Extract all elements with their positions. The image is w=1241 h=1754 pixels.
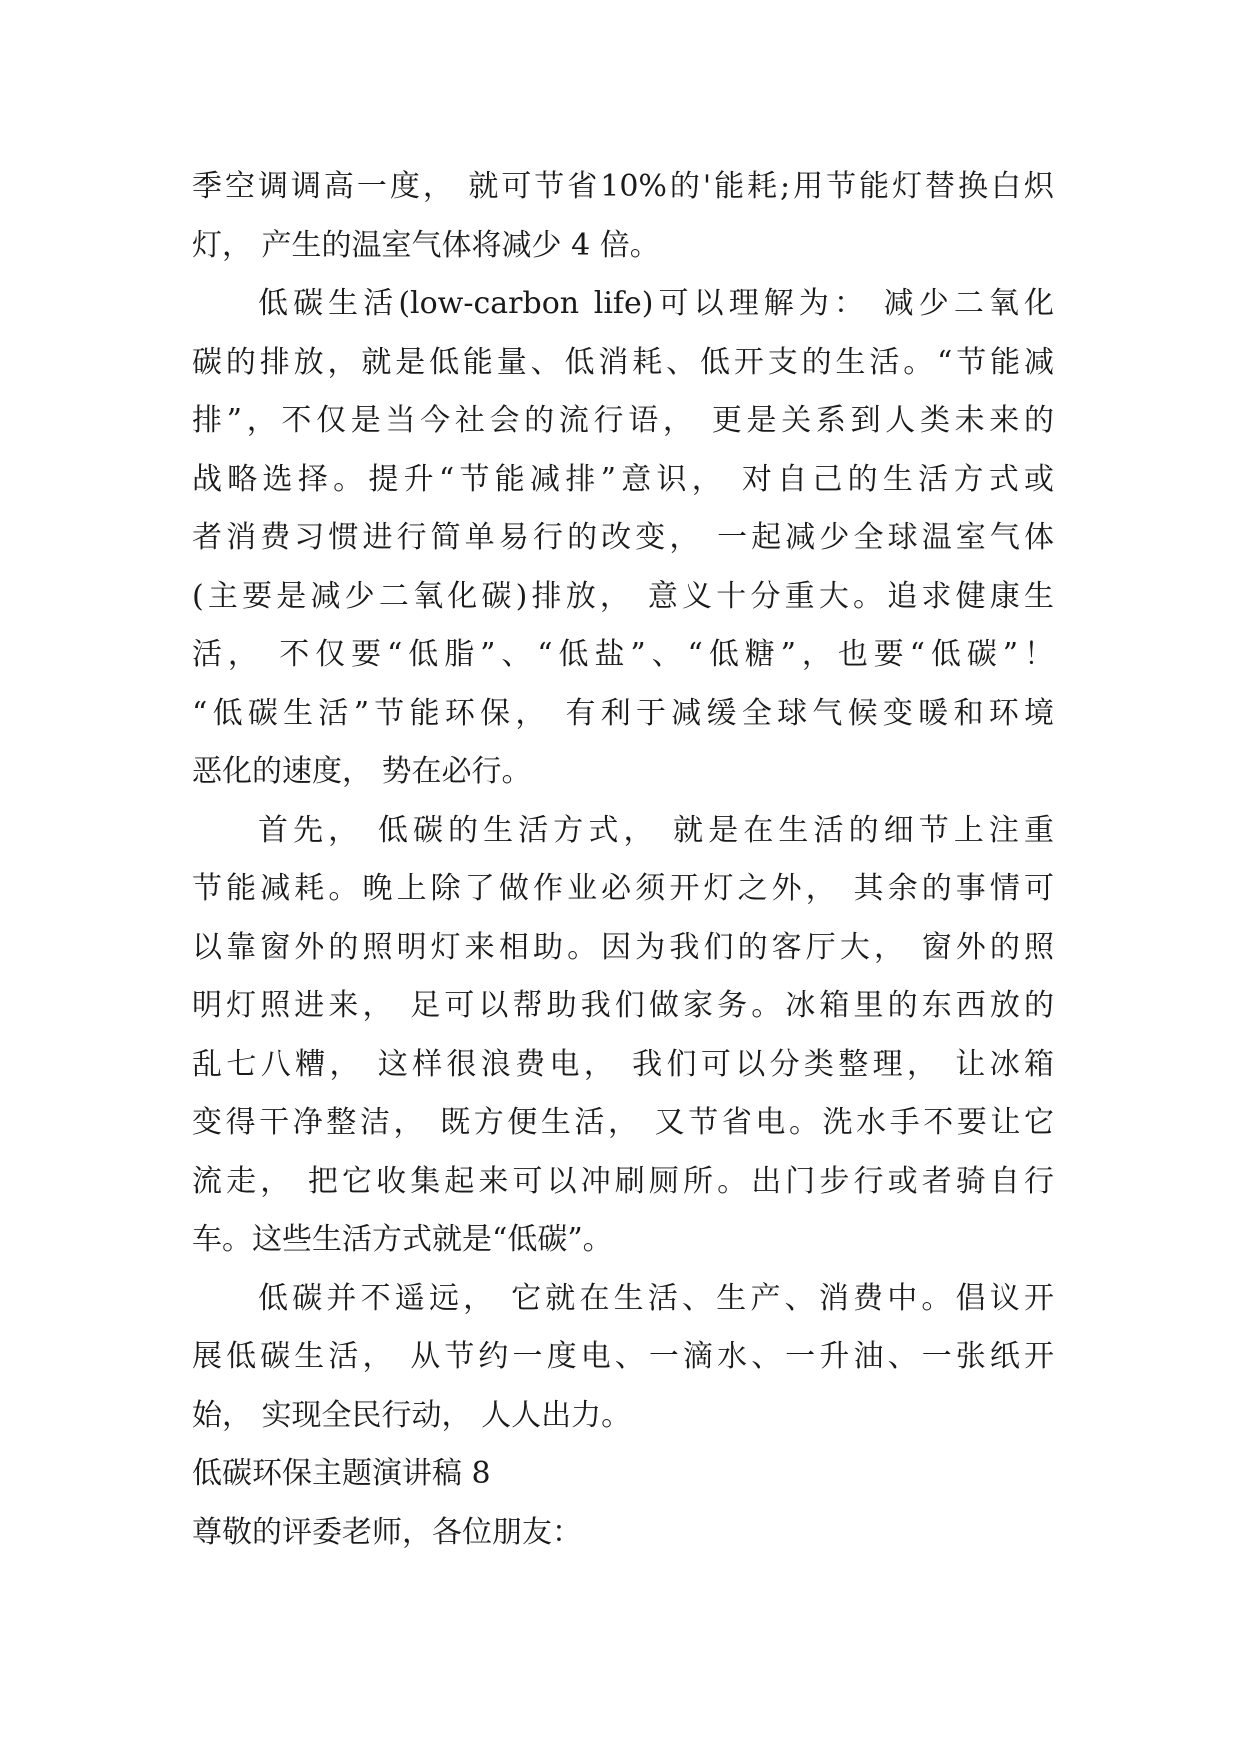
salutation: 尊敬的评委老师，各位朋友： (192, 1514, 582, 1550)
text-line: 展低碳生活， 从节约一度电、一滴水、一升油、一张纸开 (192, 1339, 1054, 1374)
paragraph-first-line: 低碳生活(low-carbon life)可以理解为： 减少二氧化 (258, 286, 1054, 321)
paragraph-first-line: 首先， 低碳的生活方式， 就是在生活的细节上注重 (258, 812, 1054, 848)
text-line: 碳的排放，就是低能量、低消耗、低开支的生活。“节能减 (192, 344, 1054, 380)
text-line: 排”，不仅是当今社会的流行语， 更是关系到人类未来的 (192, 403, 1054, 438)
text-line: 明灯照进来， 足可以帮助我们做家务。冰箱里的东西放的 (192, 988, 1054, 1023)
text-line: 恶化的速度， 势在必行。 (192, 754, 532, 789)
text-line: 流走， 把它收集起来可以冲刷厕所。出门步行或者骑自行 (192, 1163, 1054, 1199)
text-line: 活， 不仅要“低脂”、“低盐”、“低糖”，也要“低碳”！ (192, 637, 1054, 672)
paragraph-first-line: 低碳并不遥远， 它就在生活、生产、消费中。倡议开 (258, 1280, 1054, 1316)
text-line: 车。这些生活方式就是“低碳”。 (192, 1222, 613, 1257)
text-line: 变得干净整洁， 既方便生活， 又节省电。洗水手不要让它 (192, 1105, 1054, 1140)
section-heading: 低碳环保主题演讲稿 8 (192, 1456, 491, 1491)
text-line: 乱七八糟， 这样很浪费电， 我们可以分类整理， 让冰箱 (192, 1046, 1054, 1082)
text-line: 以靠窗外的照明灯来相助。因为我们的客厅大， 窗外的照 (192, 929, 1054, 965)
text-line: (主要是减少二氧化碳)排放， 意义十分重大。追求健康生 (192, 578, 1054, 614)
text-line: 季空调调高一度， 就可节省10%的'能耗;用节能灯替换白炽 (192, 169, 1054, 204)
text-line: 灯， 产生的温室气体将减少 4 倍。 (192, 227, 660, 263)
text-line: 始， 实现全民行动， 人人出力。 (192, 1397, 632, 1433)
text-line: 者消费习惯进行简单易行的改变， 一起减少全球温室气体 (192, 520, 1054, 555)
document-page (192, 158, 1054, 1562)
text-line: 节能减耗。晚上除了做作业必须开灯之外， 其余的事情可 (192, 871, 1054, 906)
text-line: “低碳生活”节能环保， 有利于减缓全球气候变暖和环境 (192, 695, 1054, 731)
text-line: 战略选择。提升“节能减排”意识， 对自己的生活方式或 (192, 461, 1054, 497)
